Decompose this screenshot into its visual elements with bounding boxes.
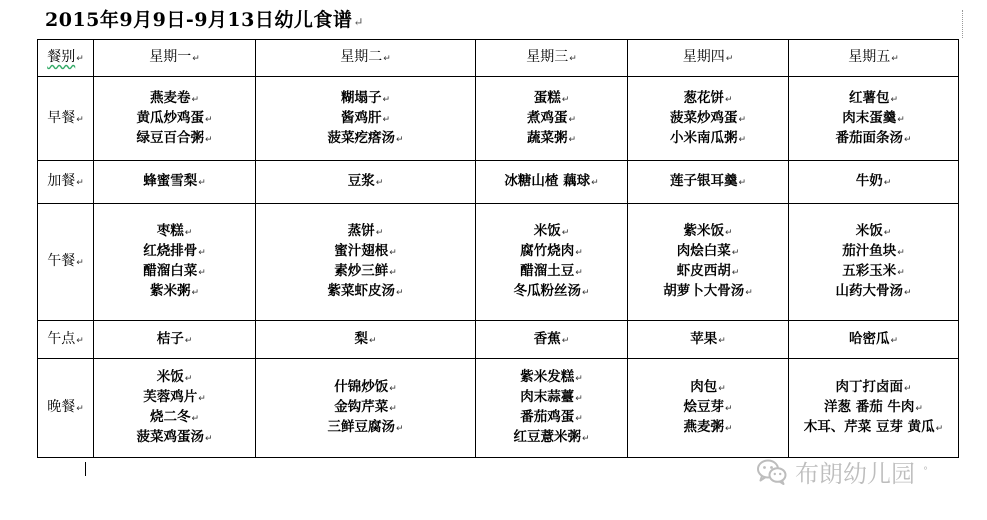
dish-cell (628, 77, 789, 161)
paragraph-mark-icon: ↵ (718, 335, 726, 346)
meal-row-lunch (38, 204, 959, 321)
dish-name: 绿豆百合粥 (136, 129, 204, 146)
dish-name: 红薯包 (848, 89, 890, 106)
header-text: 星期五 (848, 49, 891, 65)
dish-name: 烩豆芽 (683, 399, 724, 415)
dish-name: 蜂蜜雪梨 (143, 173, 198, 189)
dish-line (94, 172, 255, 192)
dish-name: 烧二冬 (149, 409, 191, 425)
dish-line (256, 222, 475, 242)
paragraph-mark-icon: ↵ (568, 134, 577, 145)
dish-name: 酱鸡肝 (340, 109, 382, 126)
dish-cell (476, 161, 628, 204)
dish-name: 茄汁鱼块 (842, 243, 897, 259)
text-cursor (85, 462, 86, 476)
header-text: 餐别 (47, 49, 76, 65)
dish-name: 番茄鸡蛋 (520, 409, 575, 425)
paragraph-mark-icon: ↵ (395, 288, 404, 298)
dish-name: 蒸饼 (347, 223, 375, 239)
paragraph-mark-icon: ↵ (724, 94, 733, 105)
paragraph-mark-icon: ↵ (383, 54, 391, 64)
dish-cell (256, 359, 476, 458)
paragraph-mark-icon: ↵ (581, 288, 590, 298)
meal-label-cell (38, 321, 94, 359)
dish-name: 金钩芹菜 (334, 399, 389, 415)
dish-name: 红豆薏米粥 (513, 429, 581, 445)
paragraph-mark-icon: ↵ (883, 228, 892, 238)
paragraph-mark-icon: ↵ (76, 404, 84, 414)
dish-line (628, 109, 788, 129)
paragraph-mark-icon: ↵ (204, 134, 213, 145)
paragraph-mark-icon: ↵ (198, 178, 206, 188)
dish-name: 梨 (354, 330, 368, 347)
dish-line (476, 242, 627, 262)
dish-cell (789, 204, 959, 321)
dish-line (476, 89, 627, 109)
dish-name: 肉包 (690, 379, 718, 395)
dish-line (628, 222, 788, 242)
meal-label: 加餐 (47, 173, 76, 189)
dish-cell (628, 321, 789, 359)
paragraph-mark-icon: ↵ (389, 404, 397, 414)
header-cell-day (476, 40, 628, 77)
dish-name: 番茄面条汤 (835, 129, 903, 146)
dish-line (94, 262, 255, 282)
dish-line (94, 330, 255, 350)
paragraph-mark-icon: ↵ (198, 394, 206, 404)
header-text: 星期三 (526, 49, 569, 65)
meal-label-cell (38, 204, 94, 321)
paragraph-mark-icon: ↵ (575, 374, 583, 384)
dish-name: 菠菜炒鸡蛋 (669, 109, 738, 126)
paragraph-mark-icon: ↵ (375, 228, 384, 238)
dish-name: 三鲜豆腐汤 (327, 419, 395, 435)
paragraph-mark-icon: ↵ (389, 248, 397, 258)
paragraph-mark-icon: ↵ (903, 288, 912, 298)
dish-line (256, 282, 475, 302)
meal-label: 晚餐 (47, 399, 76, 415)
dish-cell (256, 161, 476, 204)
paragraph-mark-icon: ↵ (903, 384, 912, 394)
dish-line (628, 378, 788, 398)
paragraph-mark-icon: ↵ (935, 424, 944, 434)
dish-cell (256, 77, 476, 161)
dish-name: 芙蓉鸡片 (143, 389, 198, 405)
dish-name: 五彩玉米 (842, 263, 897, 279)
dish-cell (789, 161, 959, 204)
dish-line (628, 418, 788, 438)
header-cell-meal (38, 40, 94, 77)
dish-name: 醋溜土豆 (520, 263, 575, 279)
meal-row-breakfast (38, 77, 959, 161)
paragraph-mark-icon: ↵ (891, 54, 899, 64)
dish-line (94, 428, 255, 448)
paragraph-mark-icon: ↵ (382, 94, 391, 105)
paragraph-mark-icon: ↵ (395, 134, 404, 145)
dish-name: 虾皮西胡 (676, 263, 731, 279)
dish-name: 木耳、芹菜 豆芽 黄瓜 (803, 419, 935, 435)
paragraph-mark-icon: ↵ (738, 114, 747, 125)
paragraph-mark-icon: ↵ (903, 134, 912, 145)
paragraph-mark-icon: ↵ (890, 335, 899, 346)
dish-name: 紫菜虾皮汤 (327, 283, 395, 299)
dish-name: 醋溜白菜 (143, 263, 198, 279)
dish-cell (256, 204, 476, 321)
meal-row-snack (38, 161, 959, 204)
paragraph-mark-icon: ↵ (890, 94, 899, 105)
paragraph-mark-icon: ↵ (191, 94, 200, 105)
dish-line (628, 282, 788, 302)
dish-line (628, 89, 788, 109)
dish-line (94, 282, 255, 302)
right-margin-guide (962, 10, 963, 38)
header-cell-day (628, 40, 789, 77)
dish-line (628, 172, 788, 192)
paragraph-mark-icon: ↵ (192, 54, 200, 64)
paragraph-mark-icon: ↵ (184, 335, 193, 346)
dish-line (256, 418, 475, 438)
dish-line (789, 378, 958, 398)
dish-line (256, 398, 475, 418)
meal-label-cell (38, 161, 94, 204)
paragraph-mark-icon: ↵ (897, 114, 905, 125)
dish-cell (94, 204, 256, 321)
dish-cell (256, 321, 476, 359)
header-text: 星期一 (149, 49, 192, 65)
paragraph-mark-icon: ↵ (724, 424, 733, 434)
meal-label-cell (38, 359, 94, 458)
paragraph-mark-icon: ↵ (561, 335, 570, 346)
paragraph-mark-icon: ↵ (897, 248, 905, 258)
dish-line (94, 368, 255, 388)
dish-line (628, 129, 788, 149)
document-title-text: 2015年9月9日-9月13日幼儿食谱 (45, 9, 353, 31)
dish-name: 枣糕 (156, 223, 184, 239)
dish-line (789, 172, 958, 192)
dish-line (789, 262, 958, 282)
dish-line (789, 222, 958, 242)
dish-line (476, 109, 627, 129)
watermark-dot: ° (923, 466, 928, 477)
dish-name: 紫米发糕 (520, 369, 575, 385)
dish-line (94, 129, 255, 149)
dish-name: 哈密瓜 (848, 330, 890, 347)
dish-cell (94, 359, 256, 458)
dish-line (256, 242, 475, 262)
dish-line (789, 330, 958, 350)
dish-cell (628, 161, 789, 204)
dish-line (789, 418, 958, 438)
header-row (38, 40, 959, 77)
dish-line (476, 428, 627, 448)
paragraph-mark-icon: ↵ (389, 384, 397, 394)
dish-name: 肉末蒜薹 (520, 389, 575, 405)
dish-line (628, 398, 788, 418)
dish-line (628, 242, 788, 262)
dish-line (256, 330, 475, 350)
header-text: 星期二 (340, 49, 383, 65)
dish-name: 燕麦粥 (683, 419, 724, 435)
dish-name: 胡萝卜大骨汤 (663, 283, 745, 299)
dish-cell (789, 359, 959, 458)
paragraph-mark-icon: ↵ (731, 268, 740, 278)
dish-line (476, 388, 627, 408)
watermark-text: 布朗幼儿园 (795, 460, 915, 488)
dish-name: 煮鸡蛋 (526, 109, 568, 126)
paragraph-mark-icon: ↵ (724, 404, 733, 414)
paragraph-mark-icon: ↵ (375, 178, 384, 188)
dish-name: 燕麦卷 (149, 89, 191, 106)
dish-name: 葱花饼 (683, 89, 724, 106)
dish-line (476, 408, 627, 428)
dish-cell (628, 204, 789, 321)
dish-name: 米饭 (156, 369, 184, 385)
dish-line (256, 262, 475, 282)
paragraph-mark-icon: ↵ (883, 178, 892, 188)
paragraph-mark-icon: ↵ (353, 15, 364, 29)
dish-line (628, 330, 788, 350)
dish-name: 黄瓜炒鸡蛋 (136, 109, 204, 126)
dish-line (94, 242, 255, 262)
paragraph-mark-icon: ↵ (725, 54, 734, 64)
dish-line (789, 109, 958, 129)
meal-label: 午餐 (47, 253, 76, 269)
dish-line (256, 378, 475, 398)
header-cell-day (789, 40, 959, 77)
meal-row-afternoon-snack (38, 321, 959, 359)
paragraph-mark-icon: ↵ (76, 335, 84, 346)
dish-line (789, 398, 958, 418)
dish-name: 肉末蛋羹 (842, 109, 897, 126)
dish-name: 米饭 (855, 223, 883, 239)
dish-name: 冬瓜粉丝汤 (513, 283, 581, 299)
paragraph-mark-icon: ↵ (191, 414, 200, 424)
dish-cell (476, 321, 628, 359)
paragraph-mark-icon: ↵ (591, 178, 599, 188)
dish-line (789, 242, 958, 262)
dish-name: 米饭 (533, 223, 561, 239)
dish-line (476, 172, 627, 192)
dish-name: 什锦炒饭 (334, 379, 389, 395)
dish-name: 洋葱 番茄 牛肉 (824, 399, 915, 415)
meal-label-cell (38, 77, 94, 161)
paragraph-mark-icon: ↵ (575, 394, 583, 404)
meal-label: 午点 (47, 330, 76, 347)
paragraph-mark-icon: ↵ (575, 268, 583, 278)
paragraph-mark-icon: ↵ (184, 374, 193, 384)
header-cell-day (256, 40, 476, 77)
dish-line (789, 282, 958, 302)
paragraph-mark-icon: ↵ (198, 268, 206, 278)
dish-line (94, 408, 255, 428)
dish-cell (789, 77, 959, 161)
dish-name: 蔬菜粥 (526, 129, 568, 146)
dish-name: 素炒三鲜 (334, 263, 389, 279)
paragraph-mark-icon: ↵ (915, 404, 923, 414)
paragraph-mark-icon: ↵ (184, 228, 193, 238)
paragraph-mark-icon: ↵ (731, 248, 740, 258)
wechat-icon (757, 459, 787, 485)
dish-name: 腐竹烧肉 (520, 243, 575, 259)
paragraph-mark-icon: ↵ (204, 434, 213, 444)
paragraph-mark-icon: ↵ (581, 434, 590, 444)
dish-line (94, 109, 255, 129)
header-text: 星期四 (682, 49, 725, 65)
paragraph-mark-icon: ↵ (718, 384, 726, 394)
paragraph-mark-icon: ↵ (575, 248, 583, 258)
dish-line (256, 89, 475, 109)
paragraph-mark-icon: ↵ (198, 248, 206, 258)
dish-name: 菠菜鸡蛋汤 (136, 429, 204, 445)
paragraph-mark-icon: ↵ (575, 414, 583, 424)
dish-cell (94, 77, 256, 161)
dish-line (628, 262, 788, 282)
paragraph-mark-icon: ↵ (738, 134, 747, 145)
paragraph-mark-icon: ↵ (204, 114, 213, 125)
dish-line (789, 89, 958, 109)
paragraph-mark-icon: ↵ (724, 228, 733, 238)
dish-name: 桔子 (156, 330, 184, 347)
paragraph-mark-icon: ↵ (568, 114, 577, 125)
paragraph-mark-icon: ↵ (76, 54, 84, 64)
paragraph-mark-icon: ↵ (76, 178, 84, 188)
paragraph-mark-icon: ↵ (382, 114, 391, 125)
dish-name: 香蕉 (533, 330, 561, 347)
watermark (757, 454, 928, 489)
dish-line (256, 172, 475, 192)
dish-cell (94, 161, 256, 204)
paragraph-mark-icon: ↵ (76, 258, 84, 268)
dish-name: 紫米粥 (149, 283, 191, 299)
dish-line (256, 129, 475, 149)
dish-name: 苹果 (690, 330, 718, 347)
menu-table (37, 39, 959, 458)
meal-label: 早餐 (47, 109, 76, 126)
dish-name: 菠菜疙瘩汤 (327, 129, 395, 146)
dish-line (476, 129, 627, 149)
paragraph-mark-icon: ↵ (561, 228, 570, 238)
dish-cell (94, 321, 256, 359)
dish-name: 冰糖山楂 藕球 (504, 173, 591, 189)
dish-name: 牛奶 (855, 173, 883, 189)
dish-line (789, 129, 958, 149)
paragraph-mark-icon: ↵ (368, 335, 377, 346)
dish-name: 蜜汁翅根 (334, 243, 389, 259)
meal-row-dinner (38, 359, 959, 458)
dish-line (94, 222, 255, 242)
dish-name: 肉丁打卤面 (835, 379, 903, 395)
paragraph-mark-icon: ↵ (76, 114, 84, 125)
dish-cell (476, 204, 628, 321)
dish-name: 山药大骨汤 (835, 283, 903, 299)
dish-name: 红烧排骨 (143, 243, 198, 259)
paragraph-mark-icon: ↵ (561, 94, 570, 105)
paragraph-mark-icon: ↵ (738, 178, 747, 188)
dish-cell (789, 321, 959, 359)
header-cell-day (94, 40, 256, 77)
dish-line (94, 89, 255, 109)
dish-line (476, 368, 627, 388)
dish-line (476, 262, 627, 282)
paragraph-mark-icon: ↵ (389, 268, 397, 278)
paragraph-mark-icon: ↵ (191, 288, 200, 298)
dish-cell (476, 359, 628, 458)
dish-line (476, 222, 627, 242)
dish-name: 紫米饭 (683, 223, 724, 239)
paragraph-mark-icon: ↵ (569, 54, 577, 64)
dish-line (476, 282, 627, 302)
paragraph-mark-icon: ↵ (897, 268, 905, 278)
dish-name: 豆浆 (347, 173, 375, 189)
dish-name: 肉烩白菜 (676, 243, 731, 259)
dish-line (94, 388, 255, 408)
document-title (45, 5, 364, 32)
dish-name: 糊塌子 (340, 89, 382, 106)
dish-cell (476, 77, 628, 161)
dish-cell (628, 359, 789, 458)
paragraph-mark-icon: ↵ (745, 288, 753, 298)
paragraph-mark-icon: ↵ (395, 424, 404, 434)
dish-line (476, 330, 627, 350)
dish-name: 蛋糕 (533, 89, 561, 106)
dish-name: 小米南瓜粥 (669, 129, 738, 146)
dish-line (256, 109, 475, 129)
dish-name: 莲子银耳羹 (669, 173, 738, 189)
